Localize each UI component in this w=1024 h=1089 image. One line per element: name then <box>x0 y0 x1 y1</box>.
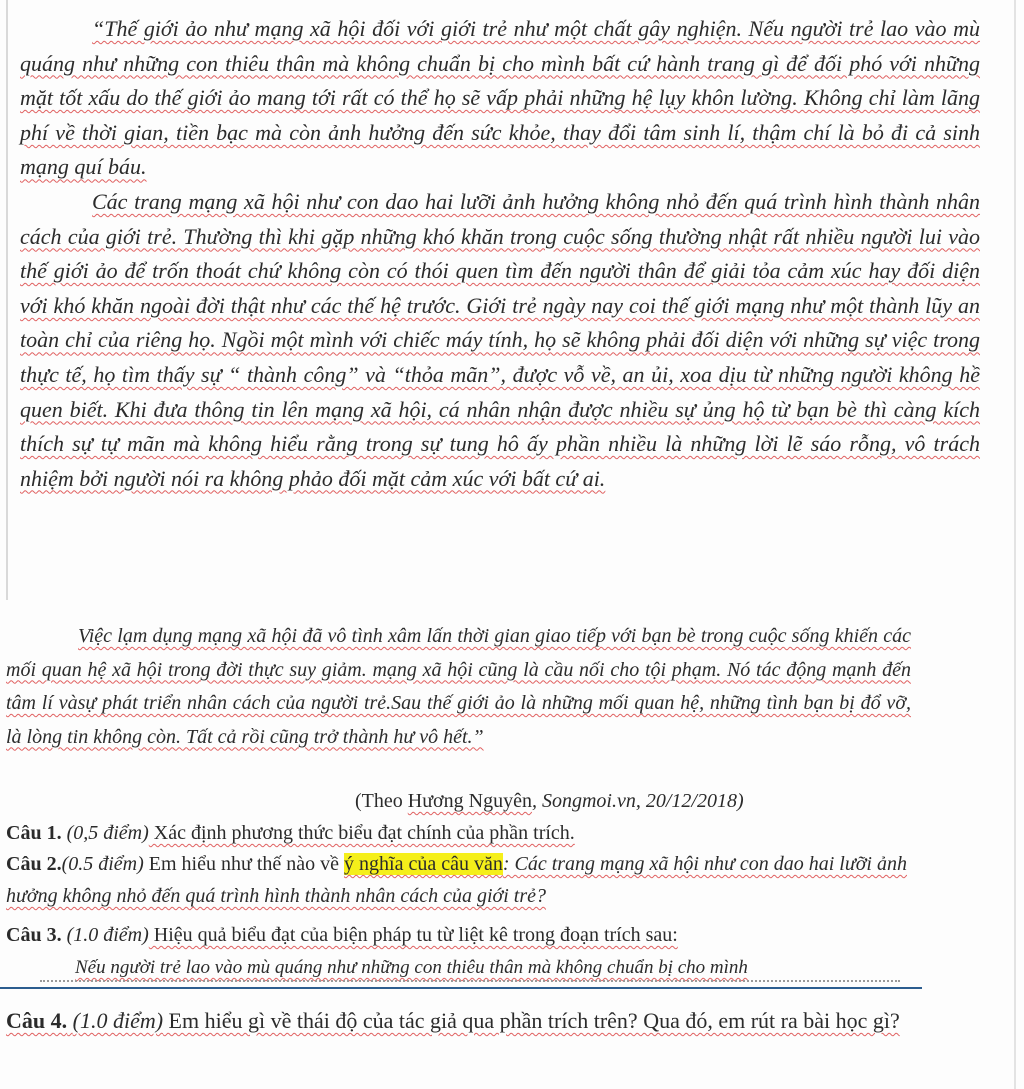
passage-paragraph-3: Việc lạm dụng mạng xã hội đã vô tình xâm lấn thời gian giao tiếp với bạn bè trong cuộc sống khiến các mối quan hệ xã hội trong đời thực suy giảm. mạng xã hội cũng là cầu nối cho tội phạm. Nó tác động mạnh đến tâm lí vàsự phát triển nhân cách của người trẻ.Sau thế giới ảo là những mối quan hệ, những tình bạn bị đổ vỡ, là lòng tin không còn. Tất cả rồi cũng trở thành hư vô hết.” <box>6 625 911 748</box>
question-2-points: (0.5 điểm) <box>61 853 144 875</box>
question-3-label: Câu 3. <box>6 924 62 946</box>
question-3-points: (1.0 điểm) <box>66 924 149 946</box>
passage-section-2 <box>6 620 911 754</box>
question-4-text: Em hiểu gì về thái độ của tác giả qua phần trích trên? Qua đó, em rút ra bài học gì? <box>163 1008 900 1033</box>
source-prefix: (Theo <box>355 790 408 812</box>
dotted-divider <box>40 980 900 986</box>
page-right-border <box>1014 0 1016 1089</box>
question-4-points: (1.0 điểm) <box>72 1008 164 1033</box>
question-2-label: Câu 2. <box>6 853 62 875</box>
question-3-text: Hiệu quả biểu đạt của biện pháp tu từ liệt kê trong đoạn trích sau: <box>148 924 678 946</box>
page-left-border <box>6 0 8 600</box>
question-2-highlight: ý nghĩa của câu văn <box>344 853 503 875</box>
question-3 <box>6 920 916 950</box>
source-rest: , Songmoi.vn, 20/12/2018) <box>531 790 744 812</box>
passage-paragraph-2: Các trang mạng xã hội như con dao hai lưỡi ảnh hưởng không nhỏ đến quá trình hình thành nhân cách của giới trẻ. Thường thì khi gặp những khó khăn trong cuộc sống thường nhật rất nhiều người lui vào thế giới ảo để trốn thoát chứ không còn có thói quen tìm đến người thân để giải tỏa cảm xúc hay đối diện với khó khăn ngoài đời thật như các thế hệ trước. Giới trẻ ngày nay coi thế giới mạng như một thành lũy an toàn chỉ của riêng họ. Ngồi một mình với chiếc máy tính, họ sẽ không phải đối diện với những sự việc trong thực tế, họ tìm thấy sự “ thành công” và “thỏa mãn”, được vỗ về, an ủi, xoa dịu từ những người không hề quen biết. Khi đưa thông tin lên mạng xã hội, cá nhân nhận được nhiều sự ủng hộ từ bạn bè thì càng kích thích sự tự mãn mà không hiểu rằng trong sự tung hô ấy phần nhiều là những lời lẽ sáo rỗng, vô trách nhiệm bởi người nói ra không phảo đối mặt cảm xúc với bất cứ ai. <box>20 188 980 491</box>
source-citation <box>355 786 744 816</box>
question-2 <box>6 848 916 912</box>
question-4-label: Câu 4. <box>6 1008 68 1033</box>
passage-paragraph-1: “Thế giới ảo như mạng xã hội đối với giới trẻ như một chất gây nghiện. Nếu người trẻ lao vào mù quáng như những con thiêu thân mà không chuẩn bị cho mình bất cứ hành trang gì để đối phó với những mặt tốt xấu do thế giới ảo mang tới rất có thể họ sẽ vấp phải những hệ lụy khôn lường. Không chỉ làm lãng phí về thời gian, tiền bạc mà còn ảnh hưởng đến sức khỏe, thay đổi tâm sinh lí, thậm chí là bỏ đi cả sinh mạng quí báu. <box>20 16 980 180</box>
blue-rule <box>0 987 922 989</box>
question-2-text: Em hiểu như thế nào về <box>143 853 345 875</box>
source-author: Hương Nguyên <box>407 790 532 812</box>
question-1 <box>6 818 916 848</box>
question-4 <box>6 1003 1011 1039</box>
question-1-points: (0,5 điểm) <box>66 822 149 844</box>
question-1-label: Câu 1. <box>6 822 62 844</box>
question-3-quote: Nếu người trẻ lao vào mù quáng như những con thiêu thân mà không chuẩn bị cho mình <box>75 957 748 978</box>
question-2-quote: : Các trang mạng xã hội như con dao hai lưỡi ảnh hưởng không nhỏ đến quá trình hình thành nhân cách của giới trẻ? <box>6 853 907 907</box>
passage-section-1 <box>20 12 980 496</box>
question-1-text: Xác định phương thức biểu đạt chính của phần trích. <box>148 822 575 844</box>
